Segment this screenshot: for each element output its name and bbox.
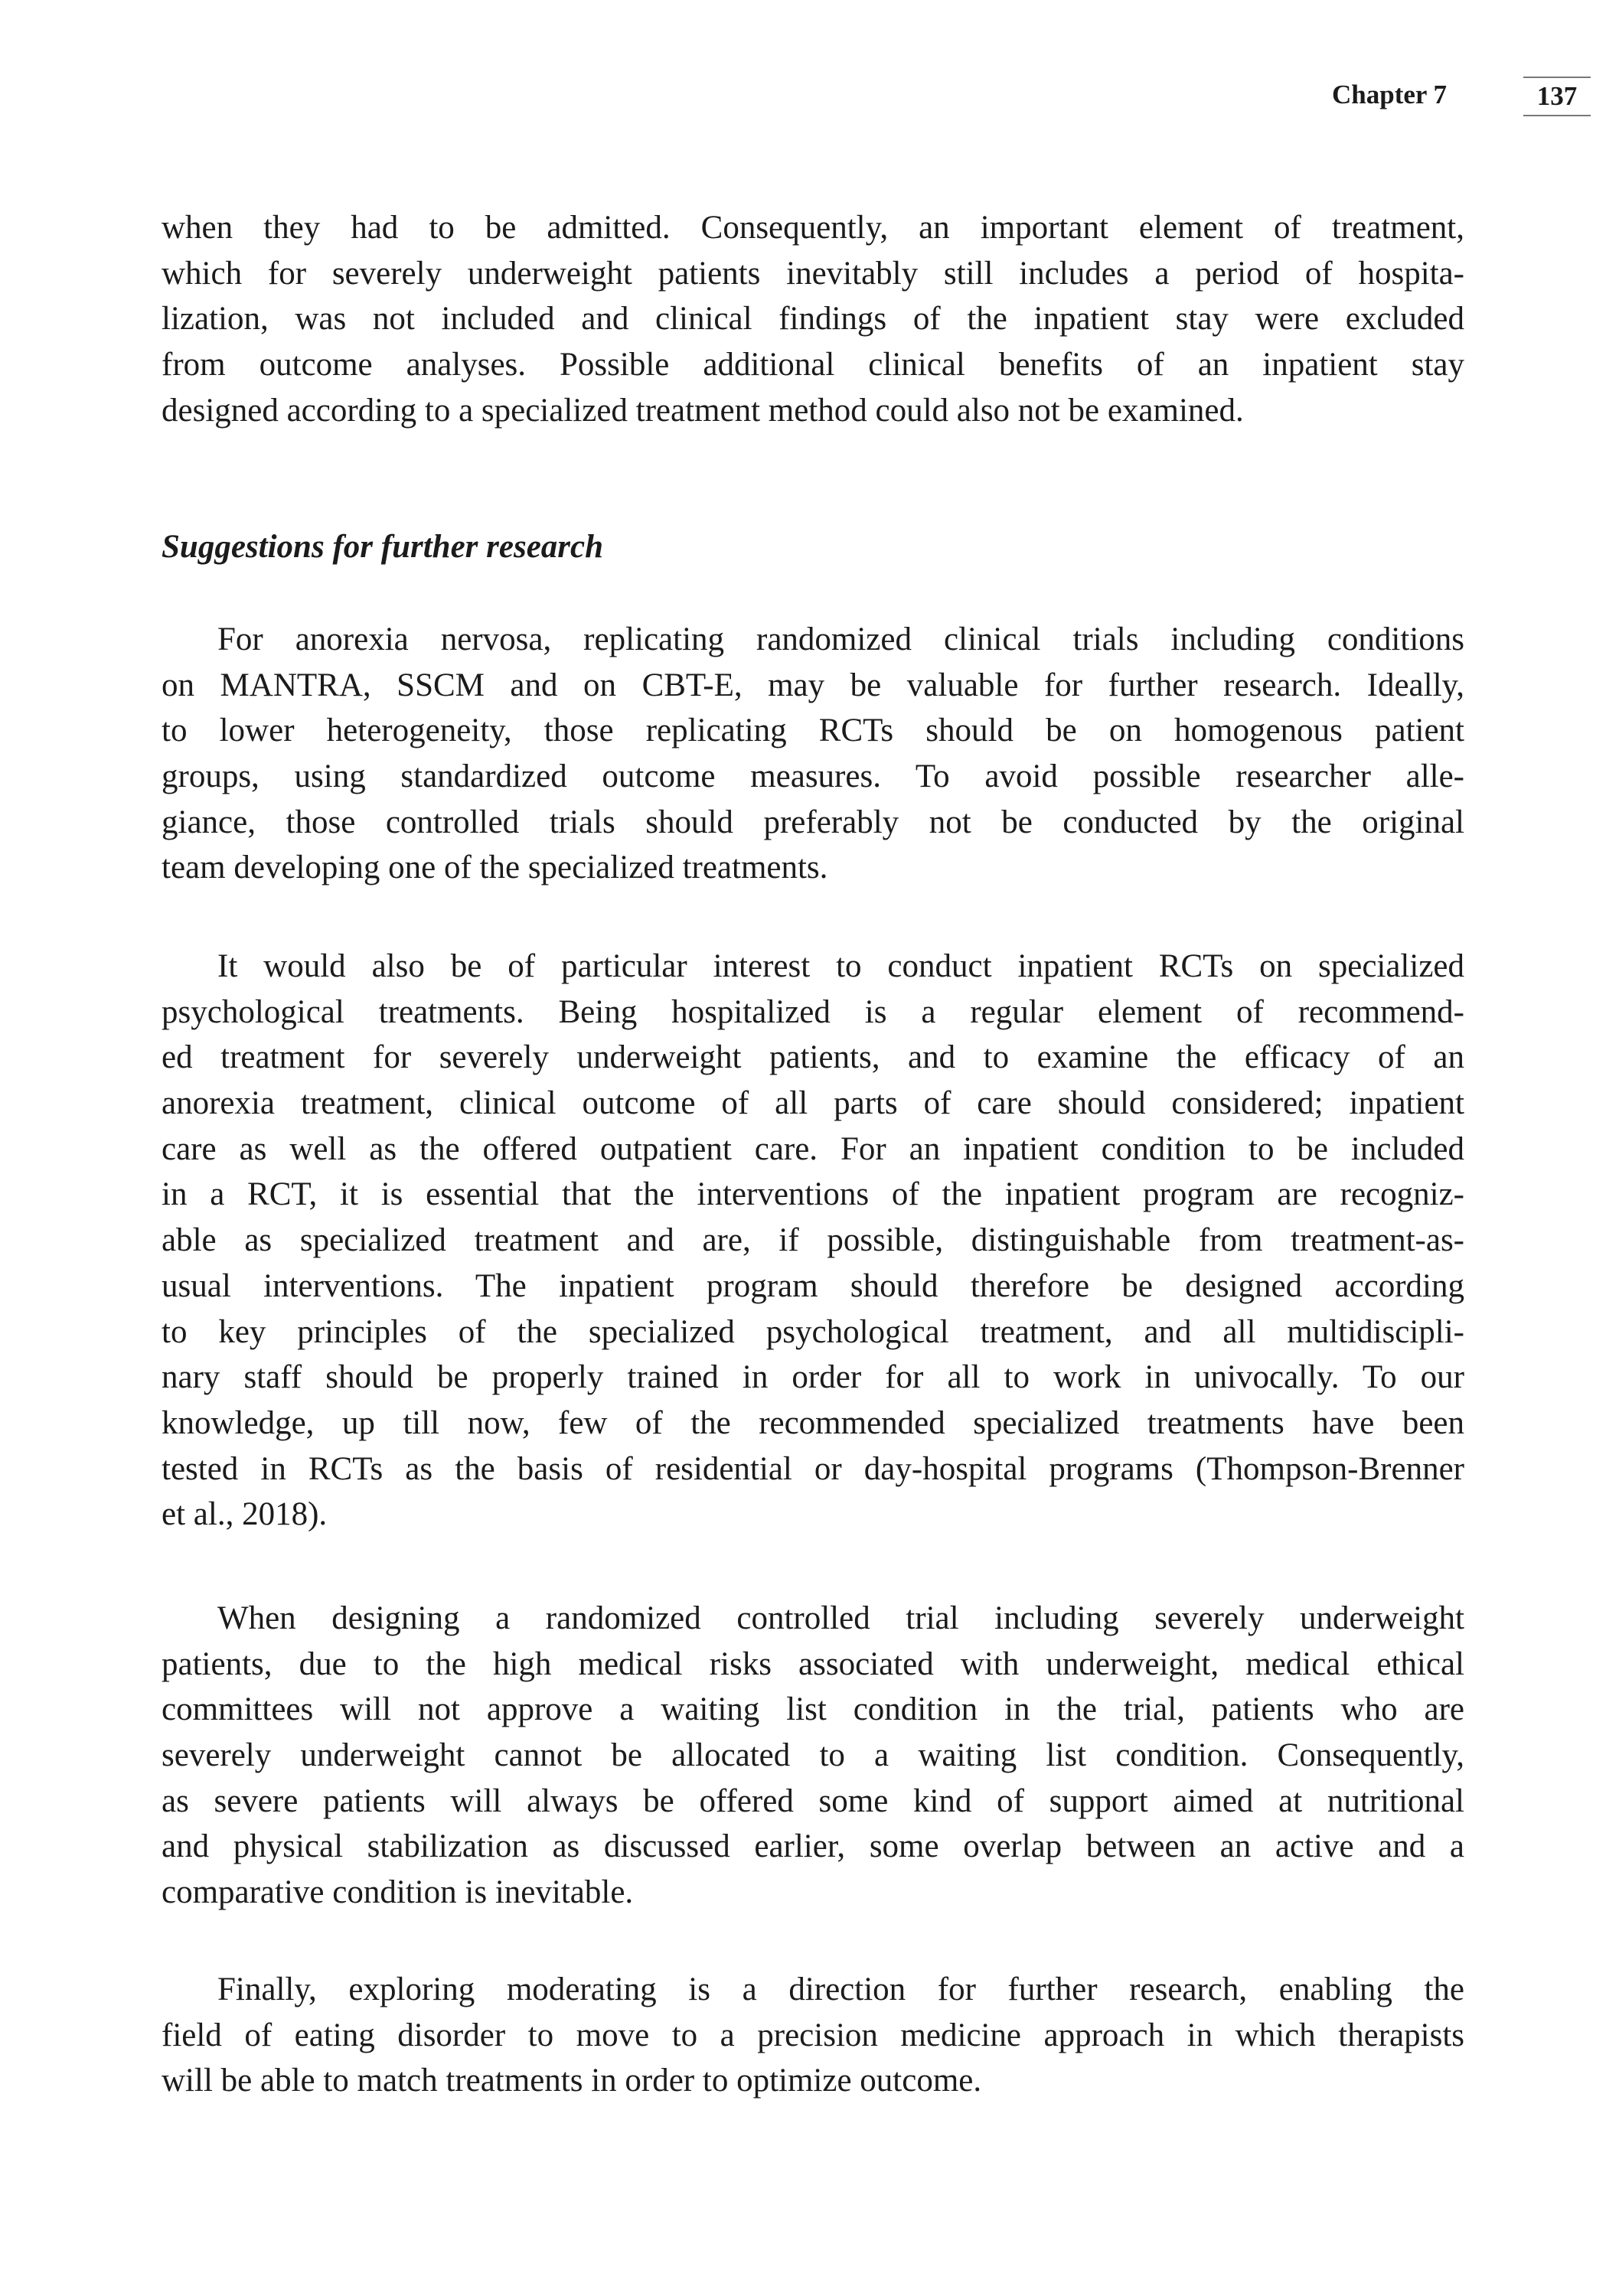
text-line: usual interventions. The inpatient program should therefore be designed according [162,1267,1464,1304]
text-line: from outcome analyses. Possible additional clinical benefits of an inpatient stay [162,347,1464,383]
text-line: team developing one of the specialized treatments. [162,850,828,886]
text-line: patients, due to the high medical risks associated with underweight, medical ethical [162,1645,1464,1682]
text-line: severely underweight cannot be allocated to a waiting list condition. Consequently, [162,1737,1464,1774]
page-number: 137 [1523,77,1591,116]
text-line: designed according to a specialized treatment method could also not be examined. [162,392,1244,429]
text-line: et al., 2018). [162,1496,328,1533]
paragraph-trial-design [162,1596,1464,1916]
text-line: tested in RCTs as the basis of residential or day-hospital programs (Thompson-Brenner [162,1450,1464,1487]
text-line: When designing a randomized controlled trial including severely underweight [217,1600,1464,1636]
text-line: lization, was not included and clinical findings of the inpatient stay were excluded [162,301,1464,338]
text-line: nary staff should be properly trained in order for all to work in univocally. To our [162,1359,1464,1396]
text-line: anorexia treatment, clinical outcome of all parts of care should considered; inpatient [162,1085,1464,1122]
text-line: will be able to match treatments in order to optimize outcome. [162,2063,982,2099]
text-line: to lower heterogeneity, those replicating RCTs should be on homogenous patient [162,713,1464,749]
text-line: when they had to be admitted. Consequently, an important element of treatment, [162,210,1464,246]
text-line: care as well as the offered outpatient care. For an inpatient condition to be included [162,1130,1464,1167]
text-line: comparative condition is inevitable. [162,1874,634,1911]
text-line: committees will not approve a waiting list condition in the trial, patients who are [162,1691,1464,1728]
text-line: on MANTRA, SSCM and on CBT-E, may be valuable for further research. Ideally, [162,667,1464,703]
text-line: Finally, exploring moderating is a direction for further research, enabling the [217,1971,1464,2007]
text-line: in a RCT, it is essential that the interventions of the inpatient program are recogniz- [162,1176,1464,1213]
text-line: which for severely underweight patients inevitably still includes a period of hospita- [162,255,1464,292]
running-header-chapter: Chapter 7 [1332,80,1448,109]
text-line: ed treatment for severely underweight patients, and to examine the efficacy of an [162,1039,1464,1076]
paragraph-replication [162,617,1464,891]
text-line: able as specialized treatment and are, if possible, distinguishable from treatment-as- [162,1222,1464,1259]
text-line: For anorexia nervosa, replicating randomized clinical trials including conditions [217,621,1464,657]
section-heading: Suggestions for further research [162,529,604,565]
paragraph-inpatient-rcts [162,944,1464,1538]
text-line: knowledge, up till now, few of the recommended specialized treatments have been [162,1404,1464,1441]
text-line: psychological treatments. Being hospitalized is a regular element of recommend- [162,993,1464,1030]
text-line: groups, using standardized outcome measures. To avoid possible researcher alle- [162,758,1464,795]
text-line: It would also be of particular interest to conduct inpatient RCTs on specialized [217,948,1464,984]
text-line: giance, those controlled trials should preferably not be conducted by the original [162,804,1464,840]
text-line: to key principles of the specialized psychological treatment, and all multidiscipli- [162,1313,1464,1350]
text-line: field of eating disorder to move to a precision medicine approach in which therapists [162,2017,1464,2053]
text-line: as severe patients will always be offered some kind of support aimed at nutritional [162,1782,1464,1819]
text-line: and physical stabilization as discussed earlier, some overlap between an active and a [162,1828,1464,1865]
paragraph-moderators [162,1967,1464,2104]
paragraph-continuation [162,205,1464,433]
